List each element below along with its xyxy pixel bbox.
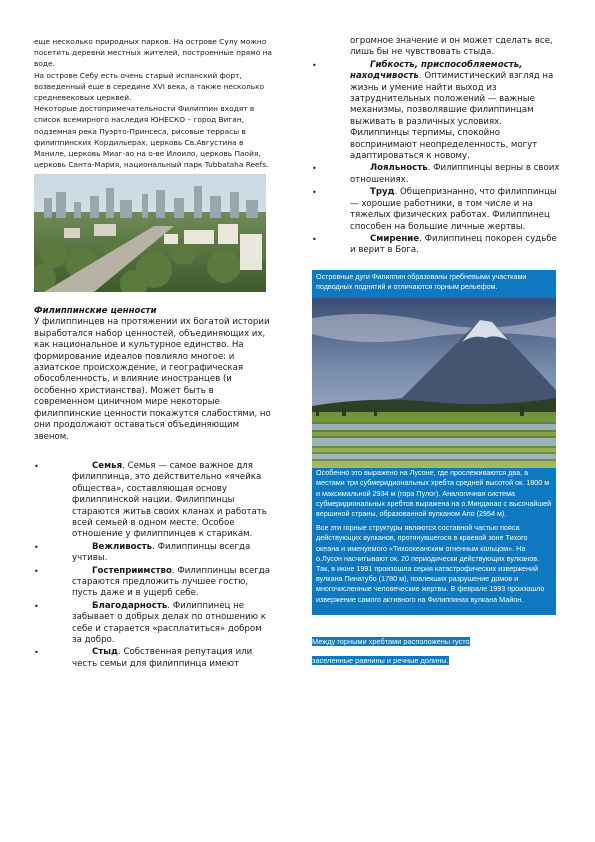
caption-bottom-text: Между горными хребтами расположены густо заселенные равнины и речные долины.: [312, 636, 470, 665]
value-text: . Оптимистический взгляд на жизнь и умение найти выход из затруднительных положений — важные механизмы, позволявшие филиппинцам выживать в различных условиях. Филиппинцы терпимы, спокойно воспринимают неопределенность, могут адаптироваться к новому.: [350, 71, 554, 162]
value-text: . Общепризнанно, что филиппинцы — хорошие работники, в том числе и на тяжелых физических работах. Филиппинец способен на большие личные жертвы.: [350, 187, 557, 232]
values-list-left: [34, 461, 274, 670]
list-item: [34, 601, 274, 647]
list-item: [34, 566, 274, 600]
value-text: . Семья — самое важное для филиппинца, это действительно «ячейка общества», составляющая основу филиппинской нации. Филиппинцы стараются житьв своих кланах и работать всей семьей в одном месте. Особое отношение у филиппинцев к старикам.: [72, 460, 267, 540]
list-item: [34, 542, 274, 565]
caption-top-text: Островные дуги Филиппин образованы гребневыми участками подводных поднятий и отличаются горным рельефом.: [316, 271, 527, 291]
section-text: У филиппинцев на протяжении их богатой истории выработался набор ценностей, объединяющих их, как национальное и культурное единство. На формирование идеалов повлияло многое: и азиатское происхождение, и географическая обособленность, и влияние иностранцев (и особенно христианства). Может быть в современном циничном мире некоторые филиппинские ценности покажутся слабостями, но они продолжают оставаться объединяющим звеном.: [34, 317, 271, 442]
value-text: . Филиппинец покорен судьбе и верит в Бога.: [350, 233, 557, 256]
list-item: [312, 60, 562, 163]
bullet-icon: •: [34, 542, 39, 552]
city-skyline-photo: [34, 174, 266, 292]
values-list-right: [312, 36, 562, 257]
bullet-icon: •: [312, 164, 317, 174]
value-term: Гостеприимство: [92, 565, 172, 576]
volcano-mayon-photo: [312, 298, 556, 468]
value-term: Стыд: [92, 647, 118, 658]
list-item: [34, 461, 274, 541]
value-text: огромное значение и он может сделать все, лишь бы не чувствовать стыда.: [350, 36, 553, 58]
list-item: [312, 163, 562, 186]
value-term: Лояльность: [370, 163, 428, 174]
value-term: Благодарность: [92, 600, 168, 611]
intro-text: [34, 36, 274, 170]
caption-main: [312, 466, 556, 615]
bullet-icon: •: [34, 461, 39, 471]
value-term: Семья: [92, 460, 123, 471]
caption-top: [312, 270, 556, 298]
value-term: Вежливость: [92, 541, 153, 552]
value-term: Гибкость, приспособляемость, находчивость: [350, 59, 523, 82]
left-column: [34, 36, 274, 671]
value-text: . Филиппинцы верны в своих отношениях.: [350, 163, 560, 185]
value-text: . Филиппинцы всегда учтивы.: [72, 541, 251, 564]
value-term: Смирение: [370, 233, 420, 244]
intro-paragraph: На острове Себу есть очень старый испанский форт, возведенный еще в середине XVI века, а также несколько средневековых церквей.: [34, 70, 265, 103]
list-item: [312, 187, 562, 233]
list-item: [34, 647, 274, 670]
intro-paragraph: еще несколько природных парков. На острове Сулу можно посетить деревни местных жителей, построенные прямо на воде.: [34, 37, 272, 69]
value-term: Труд: [370, 187, 395, 198]
bullet-icon: •: [312, 188, 317, 198]
list-item-continuation: [312, 36, 562, 59]
section-title: Филиппинские ценности: [34, 306, 157, 317]
value-text: . Филиппинец не забывает о добрых делах по отношению к себе и старается «расплатиться» добром за добро.: [72, 600, 266, 645]
value-text: . Собственная репутация или честь семьи для филиппинца имеют: [72, 647, 253, 669]
bullet-icon: •: [34, 601, 39, 611]
bullet-icon: •: [312, 60, 317, 70]
right-column: [312, 36, 562, 667]
bullet-icon: •: [34, 566, 39, 576]
value-text: . Филиппинцы всегда стараются предложить лучшее гостю, пусть даже и в ущерб себе.: [72, 565, 270, 599]
caption-bottom: [312, 629, 512, 667]
caption-paragraph: Все эти горные структуры являются составной частью пояса действующих вулканов, протянувшегося в краевой зоне Тихого океана и именуемого «Тихоокеанским огненным кольцом». На о.Лусон насчитывают ок. 20 периодически действующих вулканов. Так, в июне 1991 произошла серия катастрофических извержений вулкана Пинатубо (1780 м), повлекших разрушение домов и многочисленные человеческие жертвы. В феврале 1993 произошло извержение самого активного на Филиппинах вулкана Майон.: [316, 523, 545, 604]
list-item: [312, 234, 562, 257]
caption-paragraph: Особенно это выражено на Лусоне, где прослеживаются два, а местами три субмеридиональных хребта средней высотой ок. 1800 м и максимальной 2934 м (гора Пулог). Аналогичная система субмеридиональных хребтов выражена на о.Минданао с высочайшей вершиной страны, образованной вулканом Апо (2954 м).: [316, 468, 552, 518]
bullet-icon: •: [34, 648, 39, 658]
bullet-icon: •: [312, 234, 317, 244]
intro-paragraph: Некоторые достопримечательности Филиппин входят в список всемирного наследия ЮНЕСКО – город Виган, подземная река Пуэрто-Принсеса, рисовые террасы в филиппинских Кордильерах, церковь Св.Августина в Маниле, церковь Миаг-ао на о-ве Илоило, церковь Паойя, церковь Санта-Мария, национальный парк Tubbataha Reefs.: [34, 104, 269, 170]
